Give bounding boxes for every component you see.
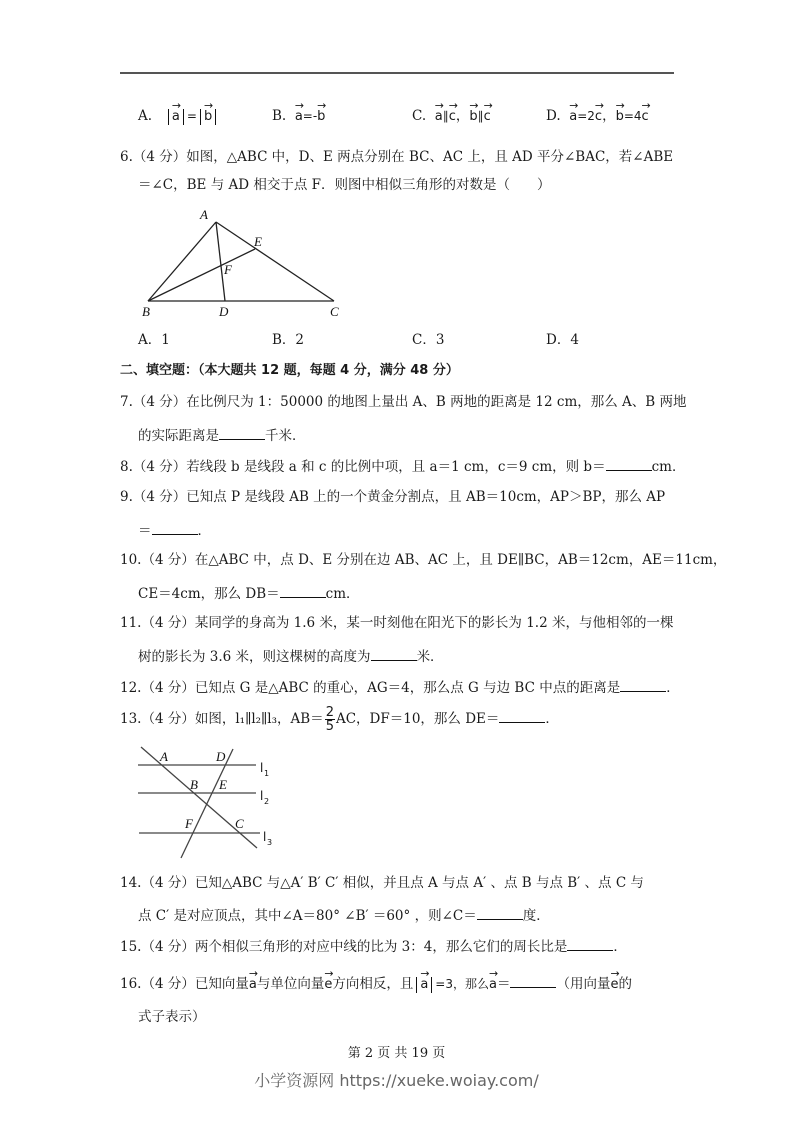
- coefficient: =4: [623, 109, 642, 123]
- vector-a: → a: [569, 104, 577, 126]
- section-title: 二、填空题：（本大题共 12 题，每题 4 分，满分 48 分）: [120, 363, 459, 378]
- vector-b: → b: [469, 104, 477, 126]
- text: =3，那么: [435, 977, 489, 991]
- q11-line1: 11.（4 分）某同学的身高为 1.6 米，某一时刻他在阳光下的影长为 1.2 米，与他相邻的一棵: [120, 615, 674, 631]
- abs-bar: [200, 109, 201, 125]
- label-c: C: [235, 816, 244, 831]
- text: AC，DF＝10，那么 DE＝: [335, 711, 500, 727]
- text: 13.（4 分）如图，l₁∥l₂∥l₃，AB＝: [120, 711, 324, 727]
- q6-option-c: C．3: [412, 332, 445, 348]
- q12-line: [120, 677, 680, 697]
- label-l2-sub: 2: [264, 797, 270, 806]
- fraction-numerator: 2: [325, 705, 334, 720]
- label-l2: l: [260, 789, 264, 803]
- q9-line1: 9.（4 分）已知点 P 是线段 AB 上的一个黄金分割点，且 AB＝10cm，AP＞BP，那么 AP: [120, 489, 666, 505]
- abs-bar: [168, 109, 169, 125]
- abs-bar: [183, 109, 184, 125]
- answer-blank[interactable]: [152, 520, 198, 535]
- separator: ，: [455, 108, 470, 124]
- text: ．: [666, 680, 680, 696]
- option-label: C.: [412, 108, 427, 124]
- q14-line2: [138, 905, 550, 925]
- q6-option-b: B．2: [272, 332, 305, 348]
- answer-blank[interactable]: [567, 936, 613, 951]
- text: 方向相反，且: [332, 976, 414, 992]
- q5-option-c: [412, 104, 491, 126]
- vector-c: → c: [449, 104, 456, 126]
- q15-line: [120, 936, 627, 956]
- q14-line1: 14.（4 分）已知△ABC 与△A′ B′ C′ 相似，并且点 A 与点 A′ 、点 B 与点 B′ 、点 C 与: [120, 875, 644, 891]
- text: ．: [613, 939, 627, 955]
- parallel-sign: ∥: [477, 109, 484, 123]
- q6-line1: 6.（4 分）如图，△ABC 中，D、E 两点分别在 BC、AC 上，且 AD 平分∠BAC，若∠ABE: [120, 149, 674, 165]
- text: 米．: [416, 649, 444, 665]
- text: cm．: [651, 459, 686, 475]
- q5-option-d: [546, 104, 649, 126]
- q5-option-a: [138, 104, 219, 126]
- label-e: E: [219, 777, 227, 792]
- segment-ab: [148, 222, 216, 301]
- q6-option-d: D．4: [546, 332, 579, 348]
- q8-line: [120, 456, 685, 476]
- label-b: B: [142, 304, 150, 319]
- text: 的实际距离是: [138, 428, 219, 444]
- label-a: A: [160, 749, 168, 764]
- answer-blank[interactable]: [620, 677, 666, 692]
- vector-a: → a: [295, 104, 303, 126]
- vector-c: → c: [484, 104, 491, 126]
- q6-triangle-figure: [138, 205, 358, 320]
- q6-line2: ＝∠C，BE 与 AD 相交于点 F．则图中相似三角形的对数是（ ）: [138, 177, 551, 193]
- answer-blank[interactable]: [499, 708, 545, 723]
- q9-line2: [138, 520, 211, 540]
- q10-line2: [138, 583, 360, 603]
- text: cm．: [325, 586, 360, 602]
- vector-b: → b: [204, 104, 212, 126]
- label-f: F: [185, 816, 193, 831]
- answer-blank[interactable]: [280, 583, 326, 598]
- label-a: A: [200, 207, 208, 222]
- abs-bar: [416, 977, 417, 993]
- option-label: D.: [546, 108, 561, 124]
- page-number: 第 2 页 共 19 页: [347, 1046, 446, 1061]
- vector-e: → e: [610, 972, 618, 994]
- option-label: B.: [272, 108, 287, 124]
- vector-a: → a: [420, 972, 428, 994]
- parallel-sign: ∥: [442, 109, 449, 123]
- q7-line1: 7.（4 分）在比例尺为 1：50000 的地图上量出 A、B 两地的距离是 12 cm，那么 A、B 两地: [120, 394, 687, 410]
- label-l3-sub: 3: [267, 838, 273, 847]
- label-b: B: [190, 777, 198, 792]
- vector-b: → b: [616, 104, 624, 126]
- answer-blank[interactable]: [371, 646, 417, 661]
- equals: =: [186, 109, 197, 123]
- header-rule: [120, 72, 674, 74]
- label-f: F: [224, 262, 232, 277]
- label-l1: l: [260, 761, 264, 775]
- text: 千米．: [265, 428, 306, 444]
- vector-b: → b: [317, 104, 325, 126]
- vector-e: → e: [324, 972, 332, 994]
- q10-line1: 10.（4 分）在△ABC 中，点 D、E 分别在边 AB、AC 上，且 DE∥BC，AB＝12cm，AE＝11cm，: [120, 552, 727, 568]
- fraction-denominator: 5: [325, 719, 334, 734]
- label-d: D: [219, 304, 229, 319]
- text: （用向量: [556, 976, 611, 992]
- answer-blank[interactable]: [606, 456, 652, 471]
- label-l1-sub: 1: [264, 769, 270, 778]
- abs-bar: [215, 109, 216, 125]
- vector-a: → a: [435, 104, 443, 126]
- abs-bar: [431, 977, 432, 993]
- label-c: C: [330, 304, 339, 319]
- label-l3: l: [263, 830, 267, 844]
- vector-a: → a: [489, 972, 497, 994]
- fraction: [325, 706, 335, 733]
- text: 树的影长为 3.6 米，则这棵树的高度为: [138, 649, 371, 665]
- q13-line: [120, 704, 559, 734]
- text: 与单位向量: [256, 976, 325, 992]
- text: 15.（4 分）两个相似三角形的对应中线的比为 3：4，那么它们的周长比是: [120, 939, 568, 955]
- q6-option-a: A．1: [138, 332, 170, 348]
- text: 的: [618, 976, 632, 992]
- text: 8.（4 分）若线段 b 是线段 a 和 c 的比例中项，且 a＝1 cm，c＝9 cm，则 b＝: [120, 459, 606, 475]
- answer-blank[interactable]: [510, 973, 556, 988]
- label-e: E: [254, 234, 262, 249]
- vector-a: → a: [172, 104, 180, 126]
- vector-a: → a: [249, 972, 257, 994]
- vector-c: → c: [642, 104, 649, 126]
- segment-ac: [216, 222, 334, 301]
- answer-blank[interactable]: [219, 425, 265, 440]
- q11-line2: [138, 646, 444, 666]
- text: 度．: [522, 908, 550, 924]
- text: ＝: [138, 523, 152, 539]
- q16-line1: [120, 972, 632, 994]
- text: 12.（4 分）已知点 G 是△ABC 的重心，AG＝4，那么点 G 与边 BC 中点的距离是: [120, 680, 621, 696]
- label-d: D: [216, 749, 226, 764]
- segment-be: [148, 249, 255, 301]
- text: ．: [197, 523, 211, 539]
- coefficient: =2: [577, 109, 595, 123]
- text: 16.（4 分）已知向量: [120, 976, 249, 992]
- separator: ，: [602, 108, 616, 124]
- q5-option-b: [272, 104, 325, 126]
- text: ．: [545, 711, 559, 727]
- q13-parallel-lines-figure: [136, 744, 286, 864]
- vector-c: → c: [595, 104, 602, 126]
- text: 点 C′ 是对应顶点，其中∠A＝80° ∠B′ ＝60° ，则∠C＝: [138, 908, 477, 924]
- text: ＝: [496, 976, 511, 992]
- option-label: A.: [138, 108, 153, 124]
- watermark: 小学资源网 https://xueke.woiay.com/: [254, 1071, 539, 1090]
- q16-line2: 式子表示）: [138, 1009, 206, 1025]
- q7-line2: [138, 425, 306, 445]
- equals-neg: =-: [302, 109, 318, 123]
- answer-blank[interactable]: [477, 905, 523, 920]
- text: CE＝4cm，那么 DB＝: [138, 586, 280, 602]
